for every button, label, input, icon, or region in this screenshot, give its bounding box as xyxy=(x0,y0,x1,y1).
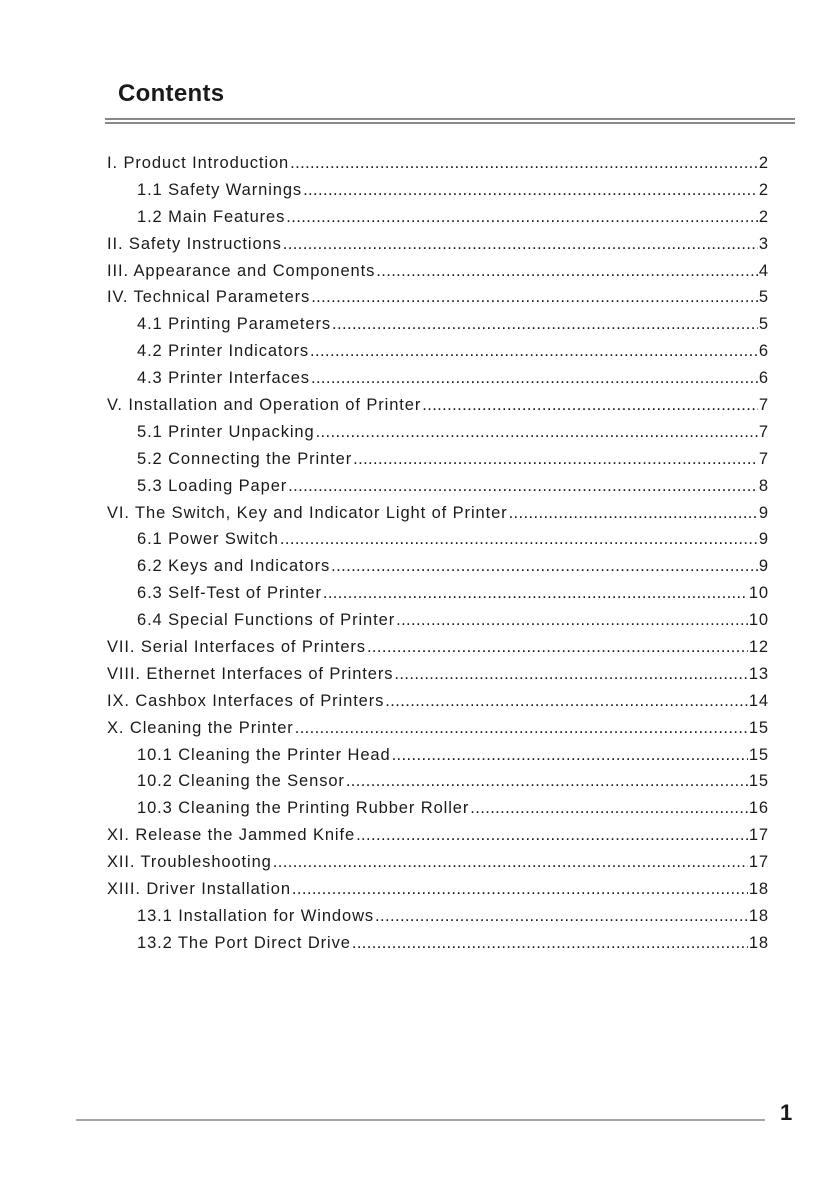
page-number: 1 xyxy=(780,1100,793,1125)
toc-entry-page: 3 xyxy=(758,234,769,253)
toc-entry-title: VIII. Ethernet Interfaces of Printers xyxy=(107,664,394,683)
toc-entry[interactable] xyxy=(107,208,769,235)
toc-entry-page: 10 xyxy=(748,611,769,630)
toc-entry-title: 1.1 Safety Warnings xyxy=(137,180,303,199)
toc-entry[interactable] xyxy=(107,315,769,342)
toc-entry[interactable] xyxy=(107,369,769,396)
dot-leader xyxy=(356,826,748,845)
title-double-rule xyxy=(105,118,795,124)
toc-entry-title: 4.1 Printing Parameters xyxy=(137,315,332,334)
toc-entry-page: 15 xyxy=(748,772,769,791)
toc-entry-title: 6.1 Power Switch xyxy=(137,530,279,549)
toc-entry[interactable] xyxy=(107,504,769,531)
toc-entry[interactable] xyxy=(107,934,769,961)
toc-entry[interactable] xyxy=(107,181,769,208)
toc-entry[interactable] xyxy=(107,342,769,369)
dot-leader xyxy=(376,262,758,281)
toc-entry-title: VII. Serial Interfaces of Printers xyxy=(107,638,366,657)
toc-entry-page: 7 xyxy=(758,422,769,441)
dot-leader xyxy=(311,288,758,307)
toc-entry-page: 6 xyxy=(758,369,769,388)
dot-leader xyxy=(273,853,748,872)
dot-leader xyxy=(394,665,747,684)
toc-entry-page: 17 xyxy=(748,826,769,845)
page-title: Contents xyxy=(118,80,225,107)
toc-entry-page: 15 xyxy=(748,745,769,764)
toc-entry-title: IV. Technical Parameters xyxy=(107,288,311,307)
toc-entry[interactable] xyxy=(107,826,769,853)
toc-entry[interactable] xyxy=(107,584,769,611)
toc-entry[interactable] xyxy=(107,450,769,477)
toc-entry-title: 5.3 Loading Paper xyxy=(137,476,288,495)
dot-leader xyxy=(396,611,748,630)
toc-entry-title: IX. Cashbox Interfaces of Printers xyxy=(107,691,385,710)
toc-entry-page: 8 xyxy=(758,476,769,495)
dot-leader xyxy=(290,154,758,173)
dot-leader xyxy=(332,315,758,334)
toc-entry-page: 7 xyxy=(758,396,769,415)
toc-entry-page: 18 xyxy=(748,933,769,952)
toc-entry[interactable] xyxy=(107,423,769,450)
toc-entry-page: 4 xyxy=(758,261,769,280)
dot-leader xyxy=(385,692,748,711)
dot-leader xyxy=(331,557,758,576)
toc-entry-title: 6.2 Keys and Indicators xyxy=(137,557,331,576)
toc-entry[interactable] xyxy=(107,665,769,692)
toc-entry-title: VI. The Switch, Key and Indicator Light of Printer xyxy=(107,503,508,522)
toc-entry[interactable] xyxy=(107,907,769,934)
toc-entry-page: 7 xyxy=(758,449,769,468)
dot-leader xyxy=(392,746,748,765)
toc-entry-title: 1.2 Main Features xyxy=(137,207,286,226)
toc-entry[interactable] xyxy=(107,880,769,907)
toc-entry-page: 2 xyxy=(758,154,769,172)
toc-entry-page: 5 xyxy=(758,315,769,334)
toc-entry-title: 10.2 Cleaning the Sensor xyxy=(137,772,345,791)
toc-entry-title: II. Safety Instructions xyxy=(107,234,282,253)
dot-leader xyxy=(310,342,758,361)
toc-entry-title: 13.2 The Port Direct Drive xyxy=(137,933,351,952)
toc-entry-page: 9 xyxy=(758,503,769,522)
toc-entry-title: XI. Release the Jammed Knife xyxy=(107,826,356,845)
toc-entry-page: 18 xyxy=(748,906,769,925)
toc-entry-title: 5.1 Printer Unpacking xyxy=(137,422,315,441)
dot-leader xyxy=(283,235,758,254)
toc-entry-title: XIII. Driver Installation xyxy=(107,880,291,899)
toc-entry-title: XII. Troubleshooting xyxy=(107,853,272,872)
toc-entry-page: 17 xyxy=(748,853,769,872)
dot-leader xyxy=(303,181,758,200)
table-of-contents xyxy=(107,154,769,961)
toc-entry-page: 18 xyxy=(748,880,769,899)
toc-entry[interactable] xyxy=(107,638,769,665)
toc-entry-page: 13 xyxy=(748,664,769,683)
toc-entry-page: 15 xyxy=(748,718,769,737)
toc-entry-page: 5 xyxy=(758,288,769,307)
toc-entry-page: 12 xyxy=(748,638,769,657)
toc-entry[interactable] xyxy=(107,692,769,719)
toc-entry[interactable] xyxy=(107,853,769,880)
dot-leader xyxy=(367,638,748,657)
toc-entry[interactable] xyxy=(107,288,769,315)
dot-leader xyxy=(286,208,758,227)
toc-entry[interactable] xyxy=(107,772,769,799)
toc-entry-title: 13.1 Installation for Windows xyxy=(137,906,375,925)
toc-entry-page: 10 xyxy=(748,584,769,603)
dot-leader xyxy=(375,907,748,926)
dot-leader xyxy=(295,719,748,738)
dot-leader xyxy=(316,423,758,442)
dot-leader xyxy=(288,477,758,496)
toc-entry[interactable] xyxy=(107,477,769,504)
toc-entry-title: I. Product Introduction xyxy=(107,154,290,172)
toc-entry-page: 6 xyxy=(758,342,769,361)
toc-entry[interactable] xyxy=(107,799,769,826)
dot-leader xyxy=(323,584,748,603)
toc-entry-page: 9 xyxy=(758,557,769,576)
toc-entry[interactable] xyxy=(107,396,769,423)
toc-entry-page: 2 xyxy=(758,180,769,199)
dot-leader xyxy=(470,799,748,818)
toc-entry-page: 16 xyxy=(748,799,769,818)
toc-entry-title: X. Cleaning the Printer xyxy=(107,718,294,737)
toc-entry[interactable] xyxy=(107,746,769,773)
toc-entry-title: 4.3 Printer Interfaces xyxy=(137,369,310,388)
toc-entry-title: V. Installation and Operation of Printer xyxy=(107,396,422,415)
toc-entry-page: 9 xyxy=(758,530,769,549)
dot-leader xyxy=(422,396,758,415)
toc-entry-title: 5.2 Connecting the Printer xyxy=(137,449,353,468)
toc-entry-page: 14 xyxy=(748,691,769,710)
toc-entry[interactable] xyxy=(107,154,769,181)
dot-leader xyxy=(346,772,748,791)
toc-entry[interactable] xyxy=(107,530,769,557)
toc-entry-title: 10.1 Cleaning the Printer Head xyxy=(137,745,391,764)
toc-entry-page: 2 xyxy=(758,207,769,226)
toc-entry-title: 10.3 Cleaning the Printing Rubber Roller xyxy=(137,799,470,818)
footer-rule xyxy=(76,1119,765,1121)
toc-entry[interactable] xyxy=(107,557,769,584)
dot-leader xyxy=(280,530,758,549)
toc-entry[interactable] xyxy=(107,262,769,289)
toc-entry-title: 4.2 Printer Indicators xyxy=(137,342,310,361)
toc-entry[interactable] xyxy=(107,235,769,262)
toc-entry[interactable] xyxy=(107,611,769,638)
dot-leader xyxy=(353,450,758,469)
toc-entry-title: III. Appearance and Components xyxy=(107,261,376,280)
dot-leader xyxy=(311,369,758,388)
dot-leader xyxy=(292,880,748,899)
toc-entry[interactable] xyxy=(107,719,769,746)
dot-leader xyxy=(352,934,748,953)
toc-entry-title: 6.3 Self-Test of Printer xyxy=(137,584,322,603)
dot-leader xyxy=(509,504,758,523)
toc-entry-title: 6.4 Special Functions of Printer xyxy=(137,611,396,630)
